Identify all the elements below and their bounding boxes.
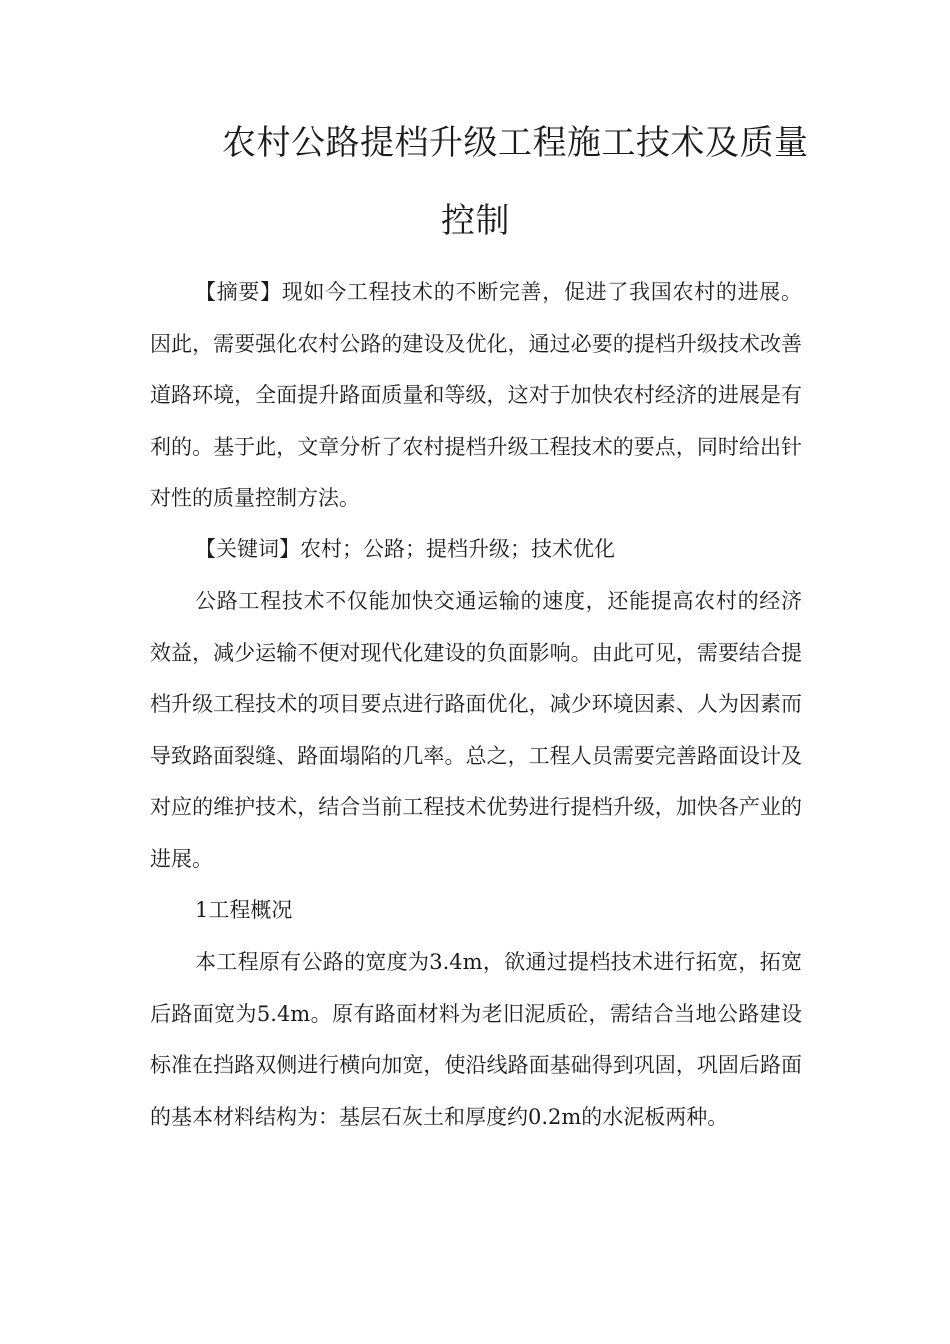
overview-paragraph: 本工程原有公路的宽度为3.4m，欲通过提档技术进行拓宽，拓宽后路面宽为5.4m。原有路面材料为老旧泥质砼，需结合当地公路建设标准在挡路双侧进行横向加宽，使沿线路面基础得到巩固，巩固后路面的基本材料结构为：基层石灰土和厚度约0.2m的水泥板两种。 [150, 950, 802, 1129]
document-title-line-1: 农村公路提档升级工程施工技术及质量 [222, 123, 809, 163]
section-heading: 1工程概况 [195, 898, 293, 922]
intro-paragraph: 公路工程技术不仅能加快交通运输的速度，还能提高农村的经济效益，减少运输不便对现代化建设的负面影响。由此可见，需要结合提档升级工程技术的项目要点进行路面优化，减少环境因素、人为因素而导致路面裂缝、路面塌陷的几率。总之，工程人员需要完善路面设计及对应的维护技术，结合当前工程技术优势进行提档升级，加快各产业的进展。 [150, 589, 802, 871]
abstract-paragraph: 【摘要】现如今工程技术的不断完善，促进了我国农村的进展。因此，需要强化农村公路的建设及优化，通过必要的提档升级技术改善道路环境，全面提升路面质量和等级，这对于加快农村经济的进展是有利的。基于此，文章分析了农村提档升级工程技术的要点，同时给出针对性的质量控制方法。 [150, 280, 802, 510]
keywords-paragraph: 【关键词】农村；公路；提档升级；技术优化 [195, 537, 615, 561]
document-title-line-2: 控制 [441, 201, 510, 241]
